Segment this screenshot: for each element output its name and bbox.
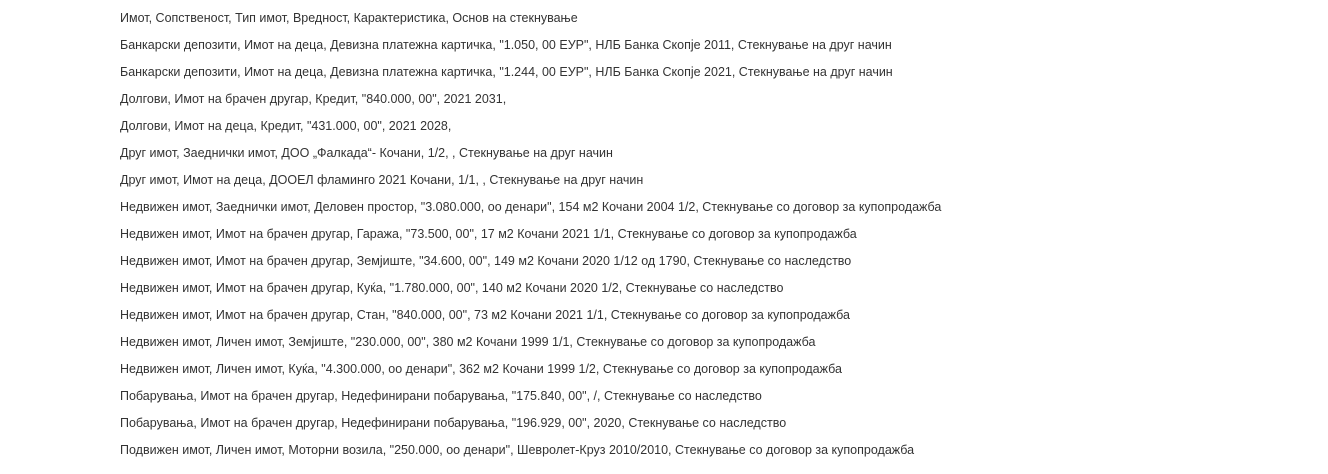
list-item: Долгови, Имот на брачен другар, Кредит, "840.000, 00", 2021 2031, [120,92,507,106]
list-item: Друг имот, Имот на деца, ДООЕЛ фламинго 2021 Кочани, 1/1, , Стекнување на друг начин [120,173,644,187]
list-item: Побарувања, Имот на брачен другар, Недефинирани побарувања, "196.929, 00", 2020, Стекнување со наследство [120,416,787,430]
list-item: Друг имот, Заеднички имот, ДОО „Фалкада“- Кочани, 1/2, , Стекнување на друг начин [120,146,613,160]
list-item: Недвижен имот, Имот на брачен другар, Земјиште, "34.600, 00", 149 м2 Кочани 2020 1/12 од 1790, Стекнување со наследство [120,254,852,268]
list-item: Недвижен имот, Имот на брачен другар, Гаража, "73.500, 00", 17 м2 Кочани 2021 1/1, Стекнување со договор за купопродажба [120,227,857,241]
list-item: Недвижен имот, Заеднички имот, Деловен простор, "3.080.000, оо денари", 154 м2 Кочани 2004 1/2, Стекнување со договор за купопродажба [120,200,942,214]
list-item: Недвижен имот, Имот на брачен другар, Стан, "840.000, 00", 73 м2 Кочани 2021 1/1, Стекнување со договор за купопродажба [120,308,850,322]
header-row: Имот, Сопственост, Тип имот, Вредност, Карактеристика, Основ на стекнување [120,11,578,25]
list-item: Недвижен имот, Имот на брачен другар, Куќа, "1.780.000, 00", 140 м2 Кочани 2020 1/2, Стекнување со наследство [120,281,784,295]
list-item: Недвижен имот, Личен имот, Куќа, "4.300.000, оо денари", 362 м2 Кочани 1999 1/2, Стекнување со договор за купопродажба [120,362,842,376]
list-item: Подвижен имот, Личен имот, Моторни возила, "250.000, оо денари", Шевролет-Круз 2010/2010, Стекнување со договор за купопродажба [120,443,915,457]
list-item: Долгови, Имот на деца, Кредит, "431.000, 00", 2021 2028, [120,119,452,133]
list-item: Недвижен имот, Личен имот, Земјиште, "230.000, 00", 380 м2 Кочани 1999 1/1, Стекнување со договор за купопродажба [120,335,816,349]
list-item: Побарувања, Имот на брачен другар, Недефинирани побарувања, "175.840, 00", /, Стекнување со наследство [120,389,762,403]
list-item: Банкарски депозити, Имот на деца, Девизна платежна картичка, "1.050, 00 ЕУР", НЛБ Банка Скопје 2011, Стекнување на друг начин [120,38,892,52]
list-item: Банкарски депозити, Имот на деца, Девизна платежна картичка, "1.244, 00 ЕУР", НЛБ Банка Скопје 2021, Стекнување на друг начин [120,65,893,79]
asset-declaration-list [120,8,941,467]
